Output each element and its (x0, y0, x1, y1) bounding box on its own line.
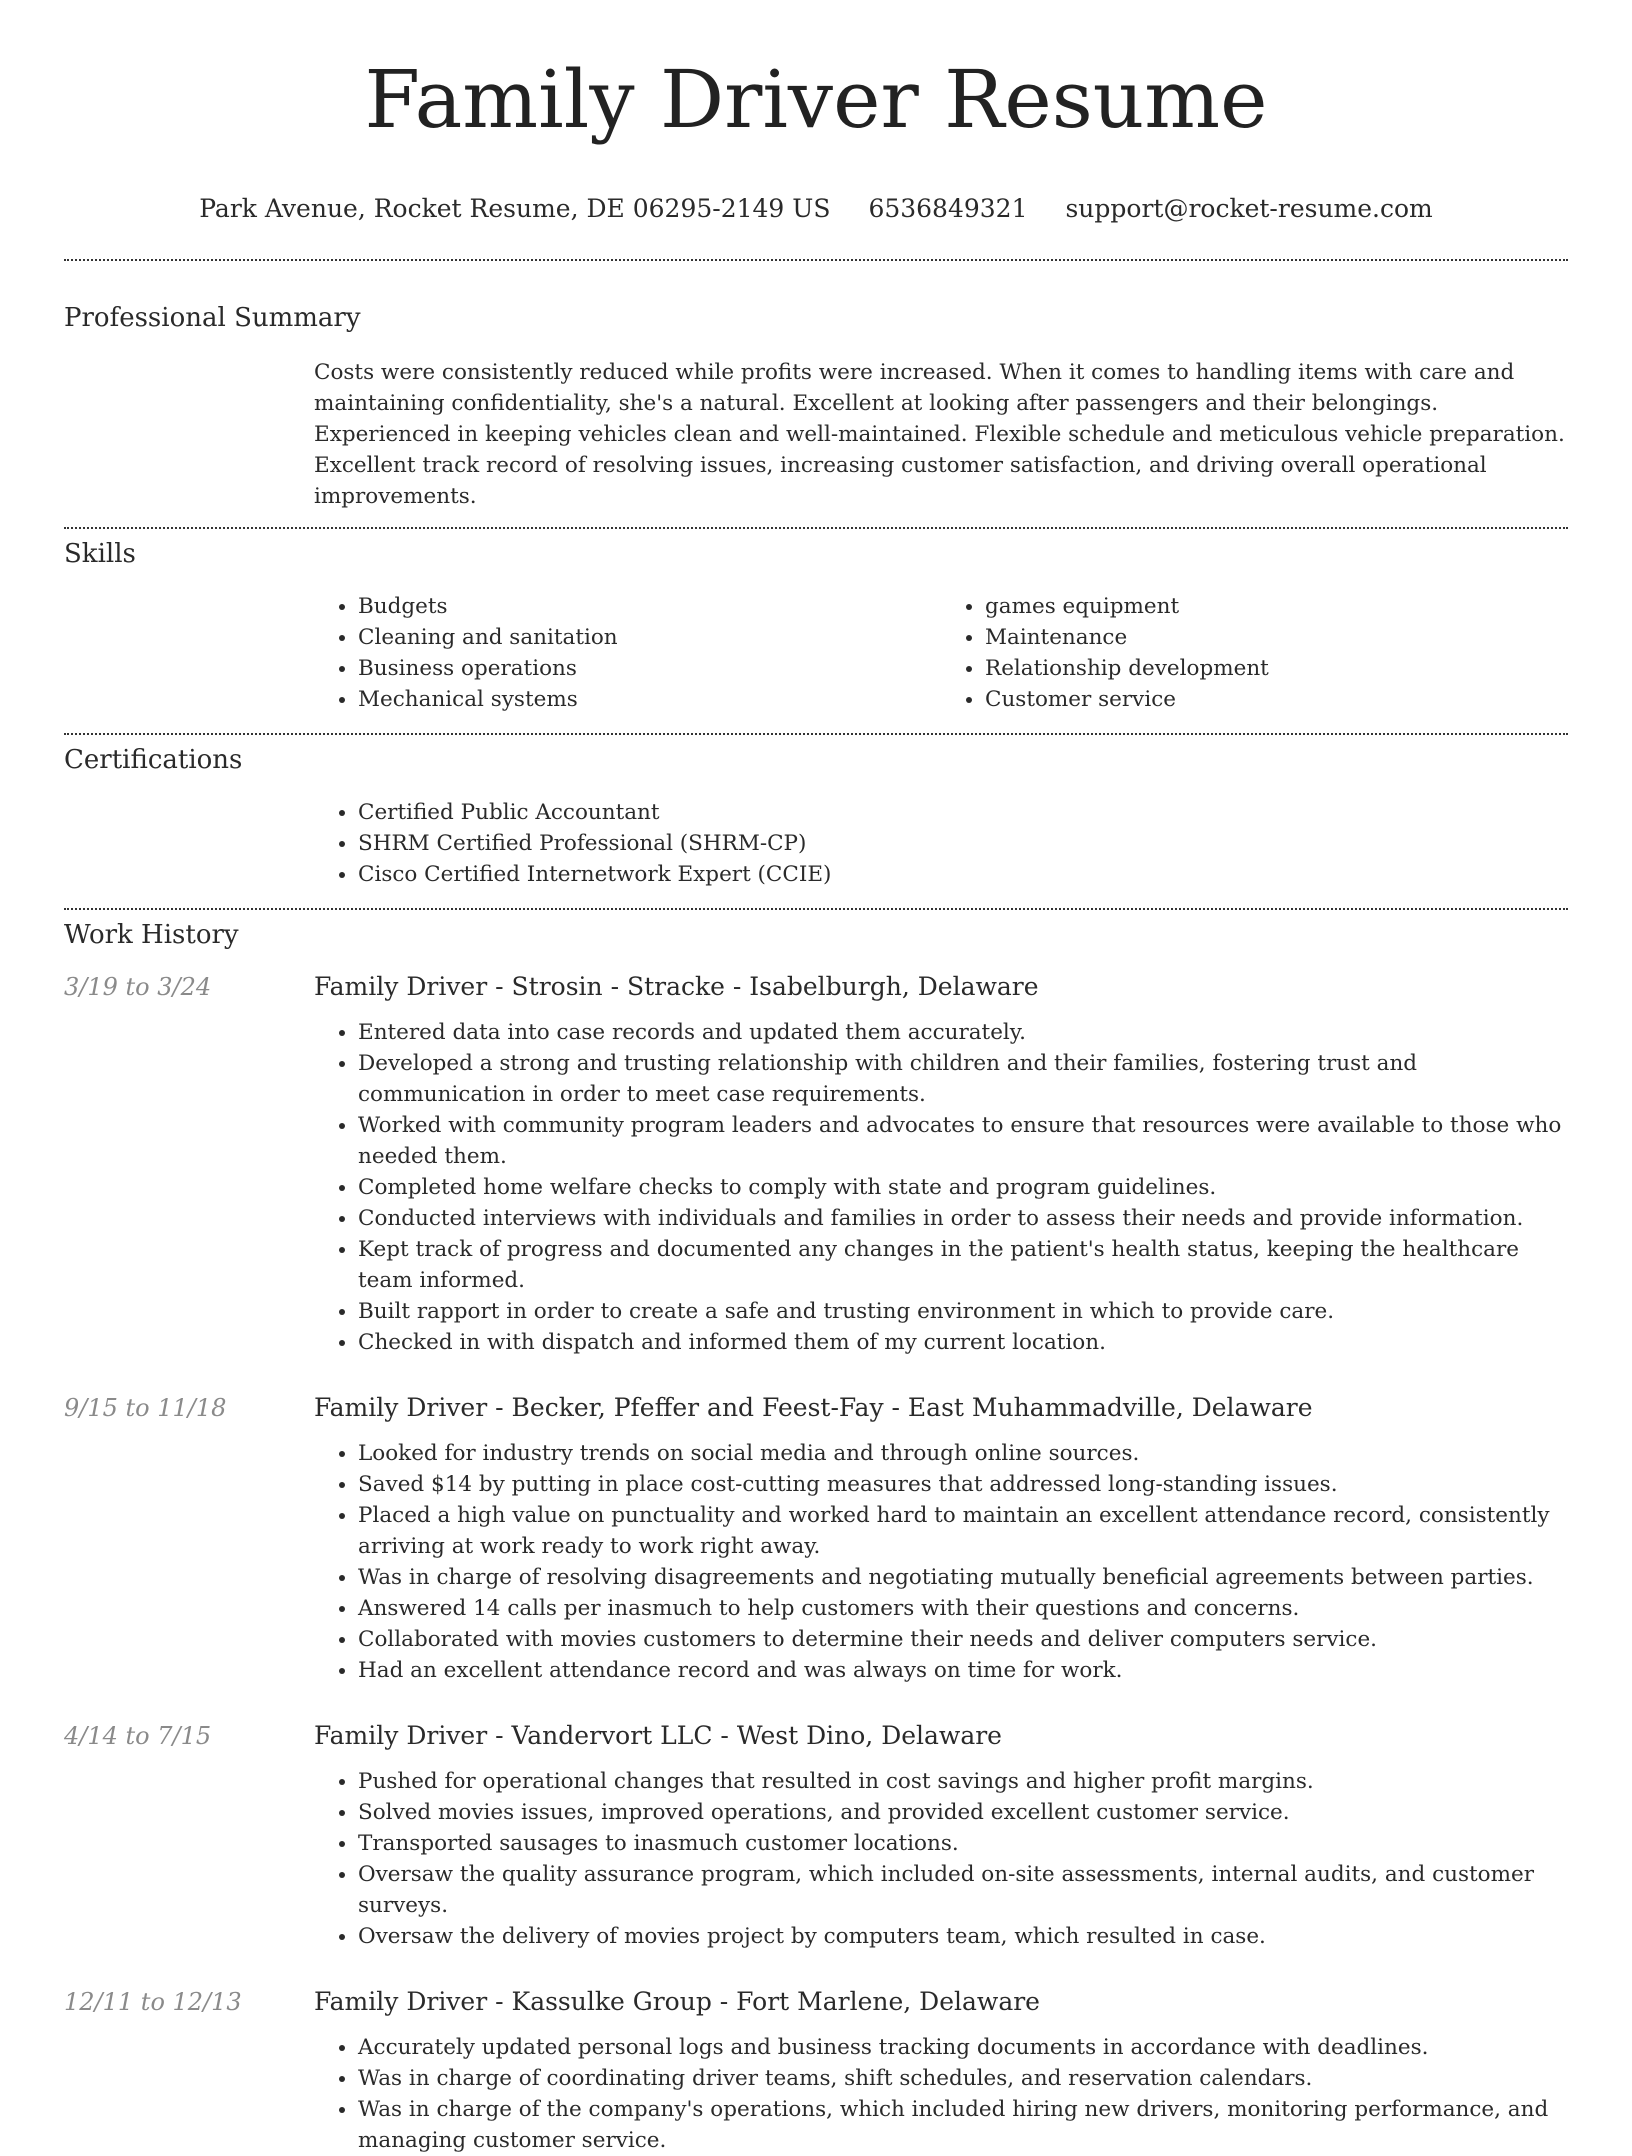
certification-item: • SHRM Certified Professional (SHRM-CP) (358, 828, 1568, 859)
divider (64, 908, 1568, 910)
job-bullet: • Developed a strong and trusting relationship with children and their families, fostering trust and communication in order to meet case requirements. (358, 1048, 1568, 1110)
skill-item: • Customer service (985, 684, 1568, 715)
contact-line (64, 194, 1568, 223)
job-entry (64, 970, 1568, 1358)
resume-title: Family Driver Resume (364, 53, 1268, 146)
job-dates: 9/15 to 11/18 (64, 1393, 227, 1422)
job-bullet: • Solved movies issues, improved operations, and provided excellent customer service. (358, 1797, 1568, 1828)
job-bullet: • Was in charge of the company's operations, which included hiring new drivers, monitoring performance, and managing customer service. (358, 2094, 1568, 2156)
job-bullet: • Saved $14 by putting in place cost-cutting measures that addressed long-standing issues. (358, 1469, 1568, 1500)
job-dates: 12/11 to 12/13 (64, 1987, 242, 2016)
job-bullet: • Oversaw the delivery of movies project by computers team, which resulted in case. (358, 1921, 1568, 1952)
skills-column-left (314, 591, 941, 715)
job-title: Family Driver - Kassulke Group - Fort Marlene, Delaware (314, 1986, 1040, 2016)
skill-item: • Budgets (358, 591, 941, 622)
skills-list (314, 591, 1568, 715)
job-dates: 4/14 to 7/15 (64, 1721, 212, 1750)
job-bullet: • Entered data into case records and updated them accurately. (358, 1017, 1568, 1048)
job-bullet: • Looked for industry trends on social media and through online sources. (358, 1438, 1568, 1469)
job-bullet: • Conducted interviews with individuals and families in order to assess their needs and provide information. (358, 1203, 1568, 1234)
job-title: Family Driver - Strosin - Stracke - Isabelburgh, Delaware (314, 971, 1039, 1001)
contact-email: support@rocket-resume.com (1065, 193, 1433, 223)
job-bullets (314, 1017, 1568, 1358)
contact-address: Park Avenue, Rocket Resume, DE 06295-2149 US (199, 193, 831, 223)
skill-item: • Business operations (358, 653, 941, 684)
certification-item: • Certified Public Accountant (358, 797, 1568, 828)
skills-column-right (941, 591, 1568, 715)
summary-text: Costs were consistently reduced while profits were increased. When it comes to handling items with care and maintaining confidentiality, she's a natural. Excellent at looking after passengers and their belongings. Experienced in keeping vehicles clean and well-maintained. Flexible schedule and meticulous vehicle preparation. Excellent track record of resolving issues, increasing customer satisfaction, and driving overall operational improvements. (314, 359, 1565, 509)
job-bullet: • Pushed for operational changes that resulted in cost savings and higher profit margins. (358, 1766, 1568, 1797)
job-entry (64, 1719, 1568, 1952)
contact-phone: 6536849321 (868, 193, 1028, 223)
job-entry (64, 1391, 1568, 1686)
job-bullet: • Kept track of progress and documented any changes in the patient's health status, keeping the healthcare team informed. (358, 1234, 1568, 1296)
job-bullet: • Checked in with dispatch and informed them of my current location. (358, 1327, 1568, 1358)
section-title-work-history: Work History (64, 919, 239, 950)
job-bullet: • Collaborated with movies customers to determine their needs and deliver computers service. (358, 1624, 1568, 1655)
job-bullet: • Completed home welfare checks to comply with state and program guidelines. (358, 1172, 1568, 1203)
resume-page (64, 0, 1568, 2156)
skill-item: • Cleaning and sanitation (358, 622, 941, 653)
job-bullet: • Oversaw the quality assurance program, which included on-site assessments, internal audits, and customer surveys. (358, 1859, 1568, 1921)
job-dates: 3/19 to 3/24 (64, 972, 212, 1001)
certification-item: • Cisco Certified Internetwork Expert (CCIE) (358, 859, 1568, 890)
skill-item: • Mechanical systems (358, 684, 941, 715)
skill-item: • Relationship development (985, 653, 1568, 684)
job-bullets (314, 1438, 1568, 1686)
job-bullet: • Had an excellent attendance record and was always on time for work. (358, 1655, 1568, 1686)
skill-item: • games equipment (985, 591, 1568, 622)
skill-item: • Maintenance (985, 622, 1568, 653)
job-bullet: • Answered 14 calls per inasmuch to help customers with their questions and concerns. (358, 1593, 1568, 1624)
divider (64, 259, 1568, 261)
job-bullet: • Worked with community program leaders and advocates to ensure that resources were available to those who needed them. (358, 1110, 1568, 1172)
divider (64, 527, 1568, 529)
section-title-certifications: Certifications (64, 744, 243, 775)
job-bullets (314, 1766, 1568, 1952)
section-title-skills: Skills (64, 538, 136, 569)
job-bullet: • Transported sausages to inasmuch customer locations. (358, 1828, 1568, 1859)
job-bullet: • Was in charge of coordinating driver teams, shift schedules, and reservation calendars. (358, 2063, 1568, 2094)
certifications-list (314, 797, 1568, 890)
job-bullets (314, 2032, 1568, 2156)
section-title-summary: Professional Summary (64, 302, 361, 333)
job-title: Family Driver - Vandervort LLC - West Dino, Delaware (314, 1720, 1002, 1750)
job-bullet: • Built rapport in order to create a safe and trusting environment in which to provide care. (358, 1296, 1568, 1327)
job-bullet: • Was in charge of resolving disagreements and negotiating mutually beneficial agreements between parties. (358, 1562, 1568, 1593)
job-entry (64, 1985, 1568, 2156)
job-bullet: • Accurately updated personal logs and business tracking documents in accordance with deadlines. (358, 2032, 1568, 2063)
job-title: Family Driver - Becker, Pfeffer and Feest-Fay - East Muhammadville, Delaware (314, 1392, 1313, 1422)
divider (64, 733, 1568, 735)
job-bullet: • Placed a high value on punctuality and worked hard to maintain an excellent attendance record, consistently arriving at work ready to work right away. (358, 1500, 1568, 1562)
